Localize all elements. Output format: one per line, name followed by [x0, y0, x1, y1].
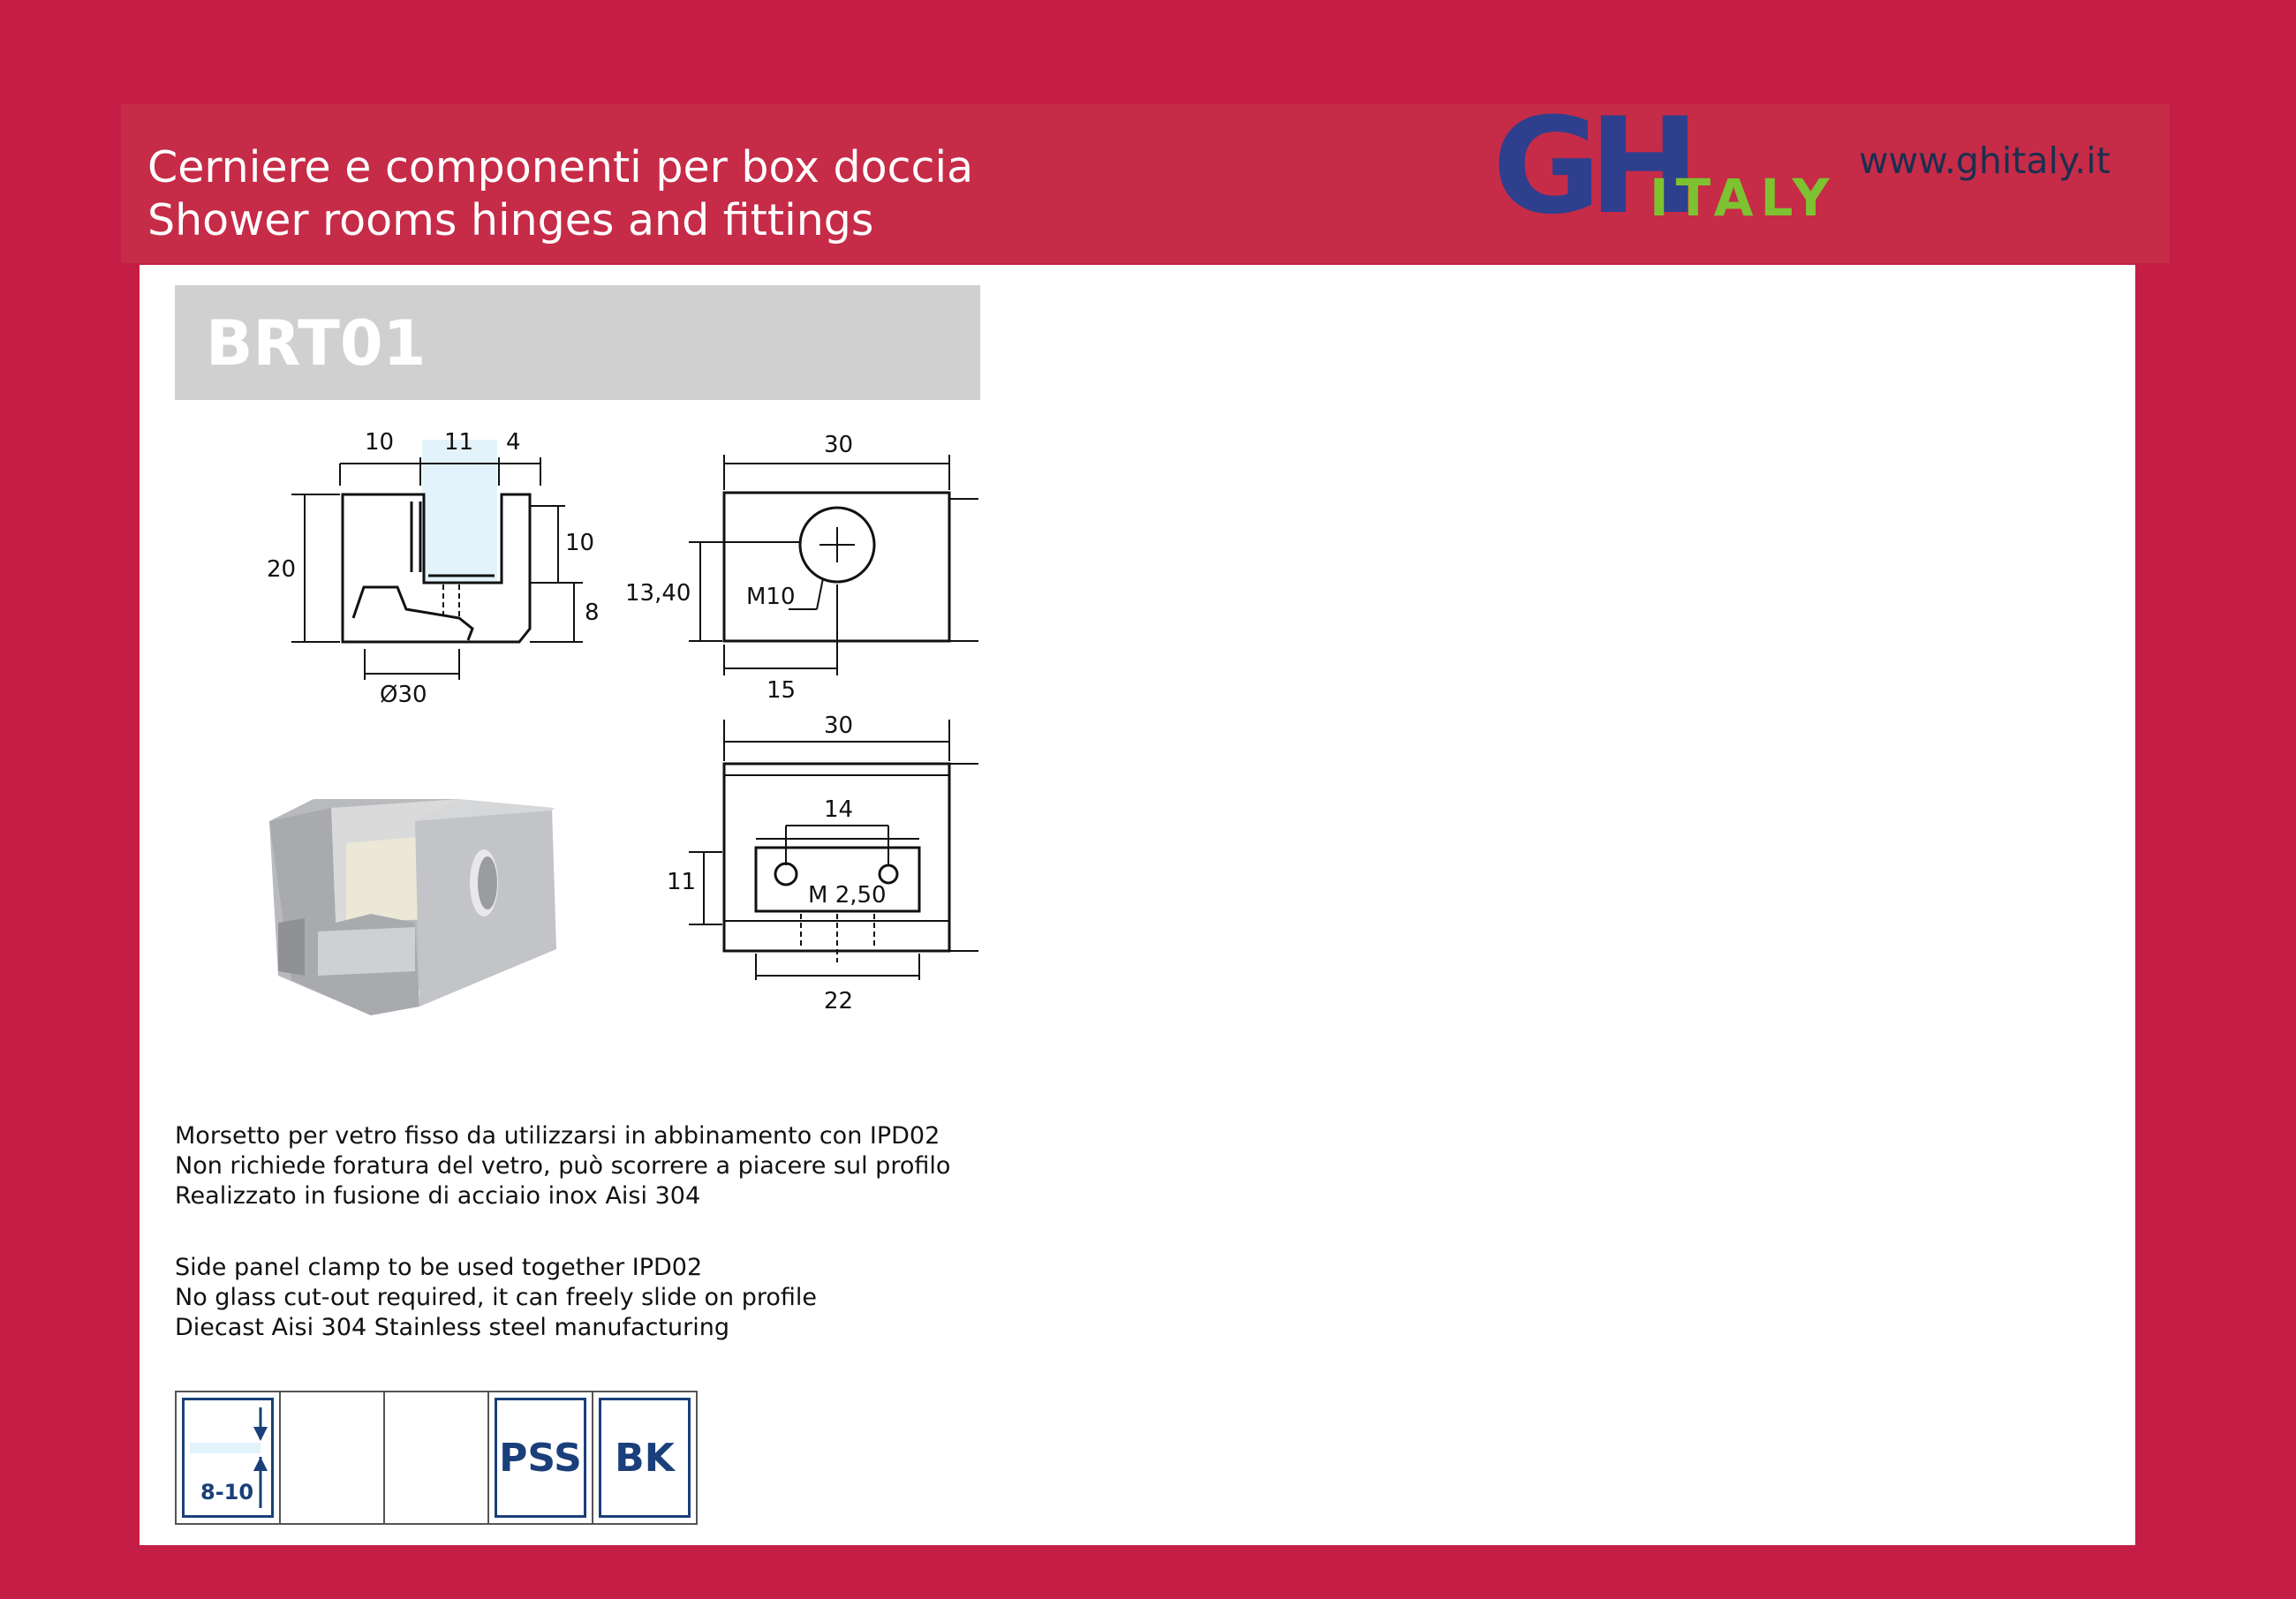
glass-thickness-cell: [177, 1392, 281, 1523]
dim-top-width: 30: [824, 432, 854, 458]
dim-side-right-upper: 10: [565, 530, 595, 556]
product-code: BRT01: [206, 307, 427, 380]
logo-sub-text: ITALY: [1650, 168, 1837, 225]
description-it: [175, 1121, 950, 1211]
header-title-en: Shower rooms hinges and fittings: [147, 195, 874, 245]
website-link[interactable]: www.ghitaly.it: [1859, 140, 2111, 182]
dim-top-height: 13,40: [625, 580, 691, 607]
dim-side-top-left: 10: [365, 429, 395, 456]
header-title-it: Cerniere e componenti per box doccia: [147, 142, 974, 192]
product-render: [269, 799, 556, 1015]
description-en-line-1: Side panel clamp to be used together IPD02: [175, 1254, 703, 1281]
empty-cell-1: [281, 1392, 385, 1523]
glass-panel-shape: [422, 440, 497, 581]
finish-pss-cell: [489, 1392, 593, 1523]
glass-thickness-icon: [182, 1398, 274, 1518]
dim-side-top-mid: 11: [444, 429, 474, 456]
side-view-slot: [353, 587, 472, 640]
description-it-line-3: Realizzato in fusione di acciaio inox Aisi 304: [175, 1182, 701, 1210]
description-it-line-1: Morsetto per vetro fisso da utilizzarsi in abbinamento con IPD02: [175, 1122, 940, 1150]
brand-logo: [1492, 106, 1846, 225]
empty-cell-2: [385, 1392, 489, 1523]
description-en-line-3: Diecast Aisi 304 Stainless steel manufacturing: [175, 1314, 729, 1341]
dim-side-bottom: Ø30: [380, 682, 427, 708]
thread-m10: M10: [746, 584, 796, 610]
header-title: [147, 141, 973, 247]
dim-front-bottom: 22: [824, 988, 854, 1014]
technical-drawing: [140, 415, 987, 1033]
description-en: [175, 1253, 817, 1343]
description-it-line-2: Non richiede foratura del vetro, può scorrere a piacere sul profilo: [175, 1152, 951, 1180]
dim-top-offset: 15: [767, 677, 797, 704]
finish-bk-badge: BK: [599, 1398, 691, 1518]
dim-side-top-right: 4: [506, 429, 521, 456]
finish-bk-cell: [593, 1392, 696, 1523]
description-en-line-2: No glass cut-out required, it can freely slide on profile: [175, 1284, 818, 1311]
glass-thickness-label: 8-10: [200, 1480, 254, 1505]
dim-front-width: 30: [824, 713, 854, 739]
finish-pss-badge: PSS: [495, 1398, 586, 1518]
features-icon-table: [175, 1391, 698, 1525]
dim-front-inner: 14: [824, 796, 854, 823]
dim-side-height: 20: [267, 556, 297, 583]
dim-side-right-lower: 8: [585, 600, 600, 626]
thread-m2-50: M 2,50: [808, 882, 887, 909]
dim-front-height: 11: [667, 869, 697, 895]
logo-main-text: GH: [1492, 106, 1688, 225]
